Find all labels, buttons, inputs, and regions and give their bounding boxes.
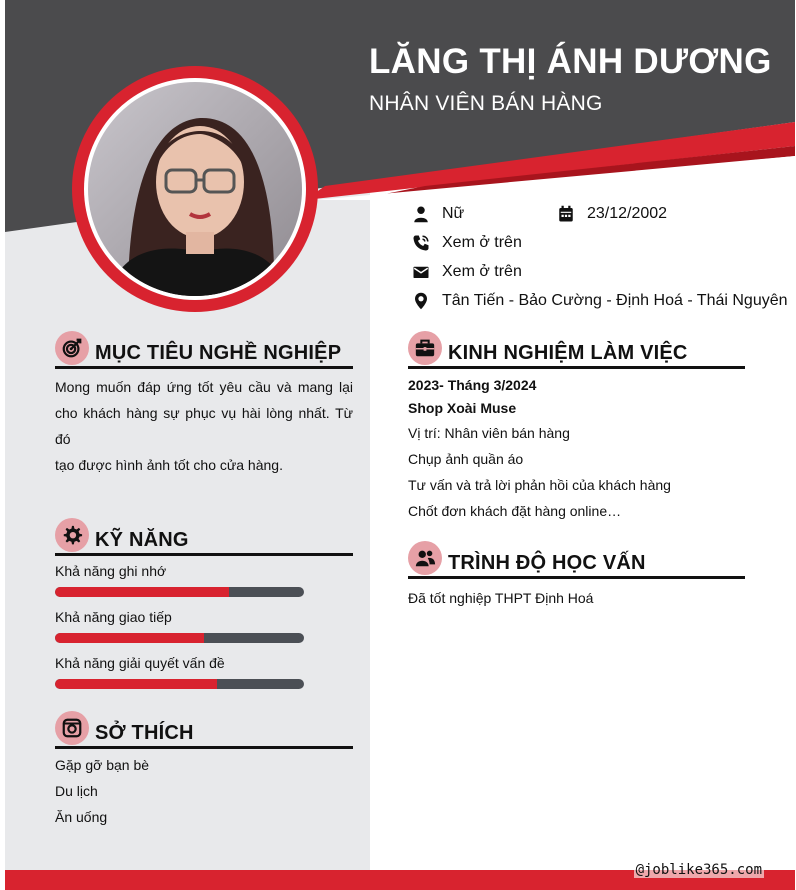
hobbies-header	[55, 711, 353, 749]
objective-title: MỤC TIÊU NGHỀ NGHIỆP	[95, 342, 342, 364]
mail-icon	[412, 263, 430, 281]
experience-detail: Tư vấn và trả lời phản hồi của khách hàng	[408, 477, 671, 493]
location-icon	[412, 292, 430, 310]
contact-address: Tân Tiến - Bảo Cường - Định Hoá - Thái Nguyên	[412, 290, 788, 312]
objective-header	[55, 331, 353, 369]
avatar	[72, 66, 318, 312]
experience-detail: Chốt đơn khách đặt hàng online…	[408, 503, 622, 519]
candidate-name: LĂNG THỊ ÁNH DƯƠNG	[369, 42, 772, 81]
skill-bar-fill	[55, 633, 204, 643]
objective-text: Mong muốn đáp ứng tốt yêu cầu và mang lại cho khách hàng sự phục vụ hài lòng nhất. Từ đó tạo được hình ảnh tốt cho cửa hàng.	[55, 379, 353, 473]
watermark: @joblike365.com	[635, 862, 762, 878]
skills-title: KỸ NĂNG	[95, 529, 189, 551]
education-header	[408, 541, 745, 579]
target-icon	[55, 331, 89, 365]
education-item: Đã tốt nghiệp THPT Định Hoá	[408, 590, 594, 606]
person-icon	[412, 205, 430, 223]
experience-period: 2023- Tháng 3/2024	[408, 377, 537, 393]
profile-photo	[88, 82, 302, 296]
experience-company: Shop Xoài Muse	[408, 400, 517, 416]
skill-label: Khả năng giao tiếp	[55, 609, 172, 625]
contact-gender: Nữ	[412, 203, 464, 225]
experience-title: KINH NGHIỆM LÀM VIỆC	[448, 342, 688, 364]
contact-email: Xem ở trên	[412, 261, 522, 283]
skill-bar	[55, 679, 304, 689]
contact-birthday: 23/12/2002	[557, 203, 667, 225]
camera-icon	[55, 711, 89, 745]
contact-phone: Xem ở trên	[412, 232, 522, 254]
skills-header	[55, 518, 353, 556]
skill-bar-fill	[55, 679, 217, 689]
calendar-icon	[557, 205, 575, 223]
skill-bar	[55, 587, 304, 597]
skill-bar	[55, 633, 304, 643]
hobby-item: Gặp gỡ bạn bè	[55, 757, 150, 773]
education-title: TRÌNH ĐỘ HỌC VẤN	[448, 552, 646, 574]
skill-label: Khả năng ghi nhớ	[55, 563, 167, 579]
skill-label: Khả năng giải quyết vấn đề	[55, 655, 225, 671]
hobby-item: Du lịch	[55, 783, 98, 799]
gear-icon	[55, 518, 89, 552]
briefcase-icon	[408, 331, 442, 365]
hobbies-title: SỞ THÍCH	[95, 722, 194, 744]
candidate-title: NHÂN VIÊN BÁN HÀNG	[369, 92, 603, 115]
experience-header	[408, 331, 745, 369]
experience-detail: Vị trí: Nhân viên bán hàng	[408, 425, 570, 441]
users-icon	[408, 541, 442, 575]
skill-bar-fill	[55, 587, 229, 597]
hobby-item: Ăn uống	[55, 809, 108, 825]
phone-icon	[412, 234, 430, 252]
experience-detail: Chụp ảnh quần áo	[408, 451, 524, 467]
cv-page	[5, 0, 795, 890]
